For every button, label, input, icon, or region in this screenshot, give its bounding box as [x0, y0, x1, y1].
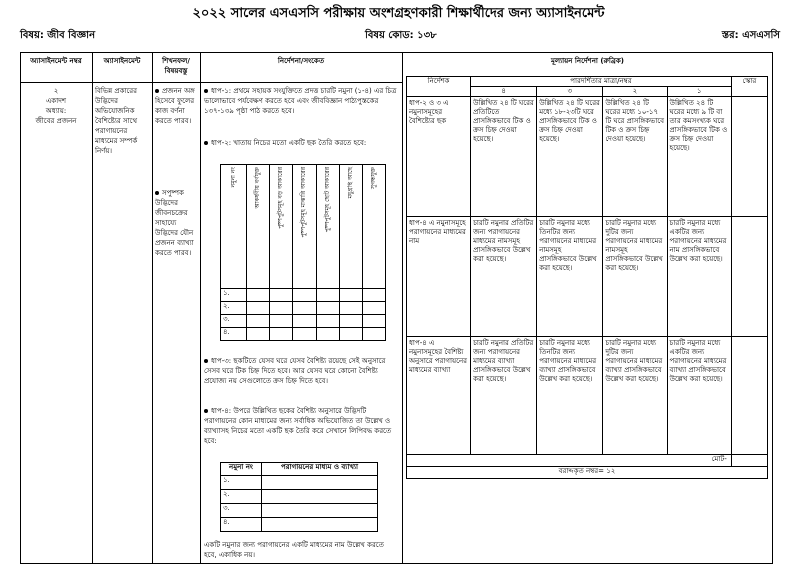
rubric-cell: চারটি নমুনার মধ্যে দুটির জন্য পরাগায়নের মাধ্যমের ব্যাখ্যা প্রাসঙ্গিকভাবে উল্লেখ করা হয়েছে। — [603, 337, 667, 455]
assignment-number: ২ একাদশ অধ্যায়: জীবের প্রজনন — [35, 87, 77, 125]
subject-label: বিষয়: জীব বিজ্ঞান — [20, 30, 96, 41]
medium-row-label: ২. — [221, 490, 262, 504]
rubric-score-header: স্কোর — [731, 77, 767, 97]
header-learning-outcome: শিখনফল/ বিষয়বস্তু — [162, 57, 190, 75]
rubric-score-cell[interactable] — [731, 337, 767, 455]
trait-col-5: মধুগ্রন্থি আছে — [346, 167, 354, 199]
header-instructions: নির্দেশনা/সংকেত — [277, 57, 325, 65]
header-assignment: অ্যাসাইনমেন্ট — [103, 57, 141, 65]
rubric-level: ২ — [603, 87, 667, 97]
bullet-icon — [155, 191, 159, 195]
rubric-score-cell[interactable] — [731, 217, 767, 337]
medium-row-label: ১. — [221, 476, 262, 490]
trait-col-2: পুষ্পপুটসমূহ বড় আকারের — [277, 167, 285, 229]
page-title: ২০২২ সালের এসএসসি পরীক্ষায় অংশগ্রহণকারী শিক্ষার্থীদের জন্য অ্যাসাইনমেন্ট — [192, 6, 605, 21]
rubric-cell: চারটি নমুনার প্রতিটির জন্য পরাগায়নের মাধ্যমের ব্যাখ্যা প্রাসঙ্গিকভাবে উল্লেখ করা হয়েছে। — [471, 337, 537, 455]
rubric-criterion: ধাপ-৪ এ নমুনাসমূহের বৈশিষ্ট্য অনুসারে পরাগায়নের মাধ্যমের ব্যাখ্যা — [407, 337, 471, 455]
rubric-level: ১ — [667, 87, 731, 97]
step-note: একটি নমুনার জন্য পরাগায়নের একটি মাধ্যমের নাম উল্লেখ করতে হবে, একাধিক নয়। — [204, 541, 384, 559]
bullet-icon — [155, 89, 159, 93]
medium-row-label: ৩. — [221, 504, 262, 518]
bullet-icon — [204, 89, 208, 93]
rubric-criterion: ধাপ-৪ এ নমুনাসমূহে পরাগায়নের মাধ্যমের নাম — [407, 217, 471, 337]
rubric-total-label: মোট- — [407, 455, 732, 467]
rubric-allotted: বরাদ্দকৃত নম্বর= ১২ — [407, 467, 768, 479]
medium-table — [220, 462, 378, 532]
trait-col-6: সুগন্ধযুক্ত — [369, 167, 377, 189]
rubric-cell: উল্লিখিত ২৪ টি ঘরের মধ্যে ১০-১৭ টি ঘরে প্রাসঙ্গিকভাবে টিক ও ক্রস চিহ্ন দেওয়া হয়েছে। — [603, 97, 667, 217]
rubric-cell: চারটি নমুনার মধ্যে তিনটির জন্য পরাগায়নের মাধ্যমের নামসমূহ প্রাসঙ্গিকভাবে উল্লেখ করা হয়েছে। — [537, 217, 603, 337]
rubric-criterion: ধাপ-২ ও ৩ এ নমুনাসমূহের বৈশিষ্ট্যের ছক — [407, 97, 471, 217]
header-assignment-no: অ্যাসাইনমেন্ট নম্বর — [30, 57, 82, 65]
rubric-level: ৩ — [537, 87, 603, 97]
rubric-cell: উল্লিখিত ২৪ টি ঘরের মধ্যে ৯ টি বা তার কমসংখ্যক ঘরে প্রাসঙ্গিকভাবে টিক ও ক্রস চিহ্ন দেওয়া হয়েছে। — [667, 97, 731, 217]
rubric-cell: চারটি নমুনার মধ্যে তিনটির জন্য পরাগায়নের মাধ্যমের ব্যাখ্যা প্রাসঙ্গিকভাবে উল্লেখ করা হয়েছে। — [537, 337, 603, 455]
rubric-levels-header: পারদর্শিতার মাত্রা/নম্বর — [471, 77, 732, 87]
step-1: ধাপ-১: প্রথমে সহায়ক সংযুক্তিতে প্রদত্ত চারটি নমুনা (১-৪) এর চিত্র ভালোভাবে পর্যবেক্ষণ করতে হবে এবং জীববিজ্ঞান পাঠ্যপুস্তকের ১৩৭-১৩৯ পৃষ্ঠা পাঠ করতে হবে। — [204, 87, 397, 115]
rubric-cell: উল্লিখিত ২৪ টি ঘরের মধ্যে ১৮-২৩টি ঘরে প্রাসঙ্গিকভাবে টিক ও ক্রস চিহ্ন দেওয়া হয়েছে। — [537, 97, 603, 217]
rubric-cell: চারটি নমুনার মধ্যে দুটির জন্য পরাগায়নের মাধ্যমের নামসমূহ প্রাসঙ্গিকভাবে উল্লেখ করা হয়েছে। — [603, 217, 667, 337]
assignment-text: বিভিন্ন প্রকারের উদ্ভিদের অভিযোজনিক বৈশিষ্ট্যের সাথে পরাগায়নের মাধ্যমের সম্পর্ক নির্ণয়। — [95, 87, 138, 155]
trait-row-label: ৪. — [221, 328, 247, 341]
rubric-criterion-header: নির্দেশক — [407, 77, 471, 97]
trait-col-4: পুষ্পপুটসমূহ ছোট আকারের — [323, 167, 331, 233]
medium-table-col2: পরাগায়নের মাধ্যম ও ব্যাখ্যা — [262, 463, 378, 476]
meta-row — [20, 28, 780, 44]
learning-outcome-2: সপুষ্পক উদ্ভিদের জীবনচক্রের সাহায্যে উদ্ভিদের যৌন প্রজনন ব্যাখ্যা করতে পারব। — [155, 189, 194, 257]
rubric-cell: চারটি নমুনার প্রতিটির জন্য পরাগায়নের মাধ্যমের নামসমূহ প্রাসঙ্গিকভাবে উল্লেখ করা হয়েছে। — [471, 217, 537, 337]
rubric-table — [406, 76, 768, 479]
trait-table-first-col: নমুনা নং — [229, 167, 237, 188]
trait-row-label: ২. — [221, 302, 247, 315]
trait-col-3: পুষ্পপুটসমূহ মাঝারি আকারের — [300, 167, 308, 238]
header-rubric: মূল্যায়ন নির্দেশনা (রুব্রিক) — [550, 57, 624, 65]
step-2: ধাপ-২: খাতায় নিচের মতো একটি ছক তৈরি করতে হবে: — [204, 138, 398, 148]
bullet-icon — [204, 141, 208, 145]
rubric-score-cell[interactable] — [731, 97, 767, 217]
rubric-cell: উল্লিখিত ২৪ টি ঘরের প্রতিটিতে প্রাসঙ্গিকভাবে টিক ও ক্রস চিহ্ন দেওয়া হয়েছে। — [471, 97, 537, 217]
trait-col-1: আকর্ষণীয় বর্ণযুক্ত — [254, 167, 262, 209]
rubric-total-cell[interactable] — [731, 455, 767, 467]
subject-code: বিষয় কোড: ১৩৮ — [365, 30, 437, 41]
medium-table-col1: নমুনা নং — [221, 463, 262, 476]
learning-outcome-1: প্রজনন অঙ্গ হিসেবে ফুলের কাজ বর্ণনা করতে পারব। — [155, 87, 195, 125]
bullet-icon — [204, 409, 208, 413]
level-label: স্তর: এসএসসি — [721, 30, 780, 41]
medium-row-label: ৪. — [221, 518, 262, 532]
bullet-icon — [204, 359, 208, 363]
trait-row-label: ৩. — [221, 315, 247, 328]
rubric-cell: চারটি নমুনার মধ্যে একটির জন্য পরাগায়নের মাধ্যমের নাম প্রাসঙ্গিকভাবে উল্লেখ করা হয়েছে। — [667, 217, 731, 337]
step-3: ধাপ-৩: ছকটিতে যেসব ঘরে যেসব বৈশিষ্ট্য রয়েছে সেই অনুসারে সেসব ঘরে টিক চিহ্ন দিতে হবে। আর যেসব ঘরে কোনো বৈশিষ্ট্য প্রযোজ্য নয় সেগুলোতে ক্রস চিহ্ন দিতে হবে। — [204, 357, 386, 385]
trait-table — [220, 164, 386, 341]
rubric-cell: চারটি নমুনার মধ্যে একটির জন্য পরাগায়নের মাধ্যমের ব্যাখ্যা প্রাসঙ্গিকভাবে উল্লেখ করা হয়েছে। — [667, 337, 731, 455]
step-4: ধাপ-৪: উপরে উল্লিখিত ছকের বৈশিষ্ট্য অনুসারে উদ্ভিদটি পরাগায়নের কোন মাধ্যমের জন্য সর্বাধিক অভিযোজিত তা উল্লেখ ও ব্যাখ্যাসহ নিচের মতো একটি ছক তৈরি করে সেখানে লিপিবদ্ধ করতে হবে: — [204, 407, 392, 445]
trait-row-label: ১. — [221, 289, 247, 302]
rubric-level: ৪ — [471, 87, 537, 97]
